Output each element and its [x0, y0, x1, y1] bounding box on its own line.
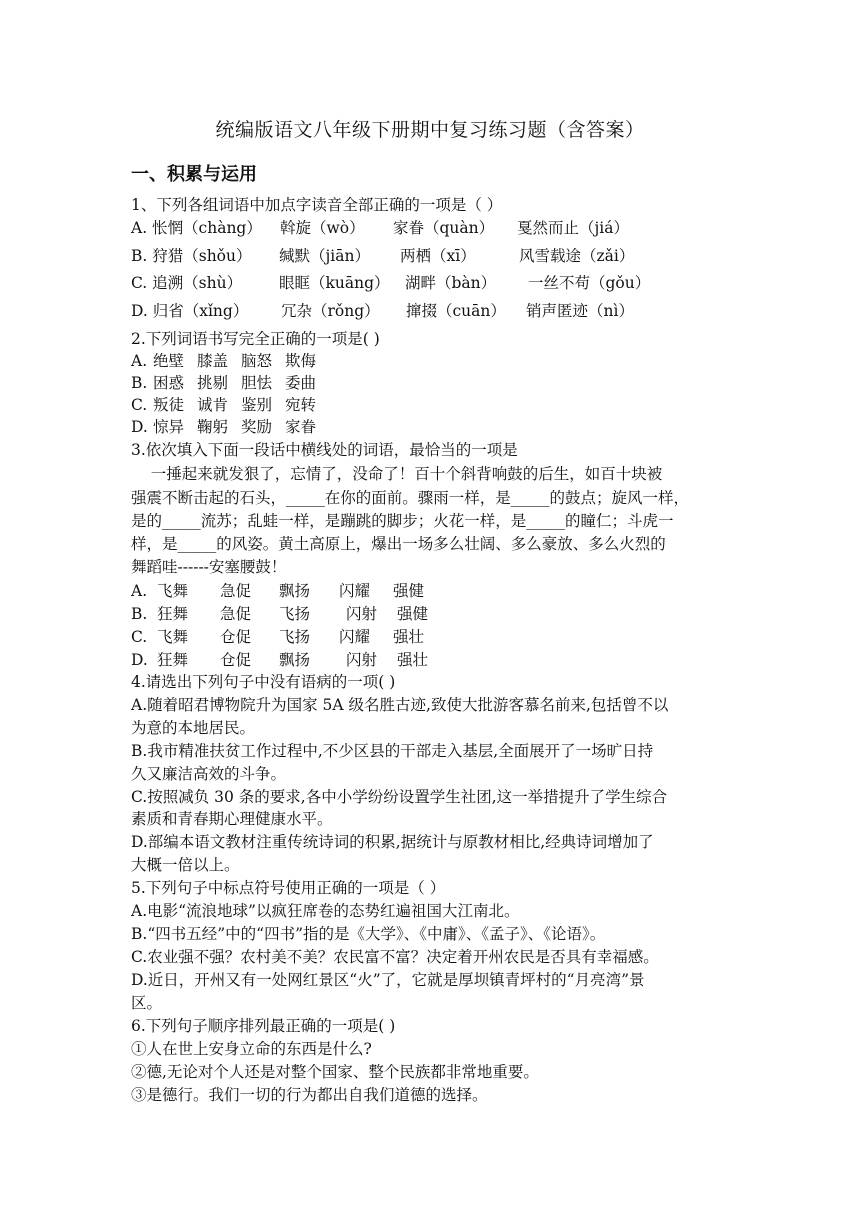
q6-stem: 6.下列句子顺序排列最正确的一项是( ) — [131, 1017, 396, 1035]
q3-b-1: 狂舞 — [157, 605, 189, 623]
q3-b-letter: B. — [131, 605, 148, 623]
q6-line-2: ②德,无论对个人还是对整个国家、整个民族都非常地重要。 — [131, 1063, 539, 1081]
q4-line-1: A.随着昭君博物院升为国家 5A 级名胜古迹,致使大批游客慕名前来,包括曾不以 — [131, 696, 669, 714]
q3-d-4: 闪射 — [346, 651, 378, 669]
q3-d-2: 仓促 — [220, 651, 252, 669]
q3-a-2: 急促 — [220, 582, 252, 600]
q2-option-a — [131, 350, 316, 372]
q4-line-4: 久又廉洁高效的斗争。 — [131, 765, 287, 783]
q3-para-line-3: 是的_____流苏；乱蛙一样，是蹦跳的脚步；火花一样，是_____的瞳仁；斗虎一 — [131, 512, 674, 530]
q3-para-line-4: 样，是_____的风姿。黄土高原上，爆出一场多么壮阔、多么豪放、多么火烈的 — [131, 535, 666, 553]
q4-line-8: 大概一倍以上。 — [131, 856, 240, 874]
q1-d-1: D. 归省（xǐng） — [131, 302, 249, 320]
q4-line-7: D.部编本语文教材注重传统诗词的积累,据统计与原教材相比,经典诗词增加了 — [131, 833, 654, 851]
q2-c-letter: C. — [131, 396, 148, 414]
q1-b-3: 两栖（xī） — [400, 247, 476, 265]
q1-b-1: B. 狩猎（shǒu） — [131, 247, 252, 265]
page-title: 统编版语文八年级下册期中复习练习题（含答案） — [215, 119, 645, 141]
q1-a-3: 家眷（quàn） — [393, 219, 495, 237]
q3-option-b — [131, 603, 428, 625]
q2-a-3: 脑怒 — [241, 352, 273, 370]
q1-c-2: 眼眶（kuāng） — [279, 274, 390, 292]
q2-option-b — [131, 372, 316, 394]
q1-d-4: 销声匿迹（nì） — [526, 302, 634, 320]
q1-c-4: 一丝不苟（gǒu） — [528, 274, 651, 292]
q3-d-5: 强壮 — [397, 651, 429, 669]
q3-para-line-1: 一捶起来就发狠了，忘情了，没命了！百十个斜背响鼓的后生，如百十块被 — [131, 465, 663, 483]
q2-a-4: 欺侮 — [285, 352, 317, 370]
q5-line-4: D.近日，开州又有一处网红景区“火”了，它就是厚坝镇青坪村的“月亮湾”景 — [131, 971, 645, 989]
q1-option-d — [131, 300, 634, 322]
q3-b-2: 急促 — [220, 605, 252, 623]
q3-d-3: 飘扬 — [279, 651, 311, 669]
q2-b-3: 胆怯 — [241, 374, 273, 392]
q3-option-c — [131, 626, 424, 648]
q2-option-c — [131, 394, 316, 416]
q2-option-d — [131, 416, 316, 438]
q3-c-2: 仓促 — [220, 628, 252, 646]
section-heading: 一、积累与运用 — [131, 164, 257, 185]
q3-option-d — [131, 649, 428, 671]
q1-c-3: 湖畔（bàn） — [405, 274, 497, 292]
q6-line-3: ③是德行。我们一切的行为都出自我们道德的选择。 — [131, 1086, 488, 1104]
q3-option-a — [131, 580, 424, 602]
q3-a-letter: A. — [131, 582, 148, 600]
q2-c-4: 宛转 — [285, 396, 317, 414]
q3-para-line-5: 舞蹈哇------安塞腰鼓！ — [131, 558, 287, 576]
q5-line-2: B.“四书五经”中的“四书”指的是《大学》、《中庸》、《孟子》、《论语》。 — [131, 925, 606, 943]
q1-d-3: 撺掇（cuān） — [406, 302, 506, 320]
q6-line-1: ①人在世上安身立命的东西是什么? — [131, 1040, 372, 1058]
q3-c-1: 飞舞 — [157, 628, 189, 646]
q5-line-5: 区。 — [131, 994, 163, 1012]
q3-c-3: 飞扬 — [279, 628, 311, 646]
q2-d-1: 惊异 — [153, 418, 185, 436]
q2-stem: 2.下列词语书写完全正确的一项是( ) — [131, 330, 380, 348]
q3-b-4: 闪射 — [346, 605, 378, 623]
q1-stem: 1、下列各组词语中加点字读音全部正确的一项是（ ） — [131, 196, 503, 214]
q4-line-3: B.我市精准扶贫工作过程中,不少区县的干部走入基层,全面展开了一场旷日持 — [131, 742, 654, 760]
q3-a-5: 强健 — [393, 582, 425, 600]
q4-line-2: 为意的本地居民。 — [131, 719, 256, 737]
q3-d-letter: D. — [131, 651, 148, 669]
q1-option-b — [131, 245, 634, 267]
q3-a-1: 飞舞 — [157, 582, 189, 600]
q3-c-5: 强壮 — [393, 628, 425, 646]
q3-d-1: 狂舞 — [157, 651, 189, 669]
q3-stem: 3.依次填入下面一段话中横线处的词语，最恰当的一项是 — [131, 441, 518, 459]
q4-line-5: C.按照减负 30 条的要求,各中小学纷纷设置学生社团,这一举措提升了学生综合 — [131, 788, 668, 806]
q2-b-2: 挑剔 — [197, 374, 229, 392]
q1-b-2: 缄默（jiān） — [279, 247, 370, 265]
q2-b-4: 委曲 — [285, 374, 317, 392]
q5-stem: 5.下列句子中标点符号使用正确的一项是（ ） — [131, 879, 446, 897]
q1-a-4: 戛然而止（jiá） — [517, 219, 630, 237]
q3-b-3: 飞扬 — [279, 605, 311, 623]
q3-a-4: 闪耀 — [339, 582, 371, 600]
q2-c-2: 诚肯 — [197, 396, 229, 414]
q5-line-1: A.电影“流浪地球”以疯狂席卷的态势红遍祖国大江南北。 — [131, 902, 520, 920]
q2-b-letter: B. — [131, 374, 148, 392]
q1-a-2: 斡旋（wò） — [280, 219, 365, 237]
q1-d-2: 冗杂（rǒng） — [281, 302, 380, 320]
q4-stem: 4.请选出下列句子中没有语病的一项( ) — [131, 673, 396, 691]
q1-a-1: A. 怅惘（chàng） — [131, 219, 262, 237]
q3-b-5: 强健 — [397, 605, 429, 623]
q2-a-letter: A. — [131, 352, 148, 370]
q2-d-2: 鞠躬 — [197, 418, 229, 436]
q1-option-a — [131, 217, 629, 239]
q2-a-2: 膝盖 — [197, 352, 229, 370]
q2-a-1: 绝壁 — [153, 352, 185, 370]
q3-a-3: 飘扬 — [279, 582, 311, 600]
q3-c-4: 闪耀 — [339, 628, 371, 646]
q2-c-3: 鉴别 — [241, 396, 273, 414]
q3-para-line-2: 强震不断击起的石头，_____在你的面前。骤雨一样，是_____的鼓点；旋风一样， — [131, 489, 690, 507]
q2-d-3: 奖励 — [241, 418, 273, 436]
q1-b-4: 风雪载途（zǎi） — [519, 247, 635, 265]
q2-d-4: 家眷 — [285, 418, 317, 436]
q1-c-1: C. 追溯（shù） — [131, 274, 243, 292]
q1-option-c — [131, 272, 650, 294]
q2-b-1: 困惑 — [153, 374, 185, 392]
q3-c-letter: C. — [131, 628, 148, 646]
q2-d-letter: D. — [131, 418, 148, 436]
q4-line-6: 素质和青春期心理健康水平。 — [131, 810, 333, 828]
q5-line-3: C.农业强不强？农村美不美？农民富不富？决定着开州农民是否具有幸福感。 — [131, 948, 659, 966]
q2-c-1: 叛徒 — [153, 396, 185, 414]
